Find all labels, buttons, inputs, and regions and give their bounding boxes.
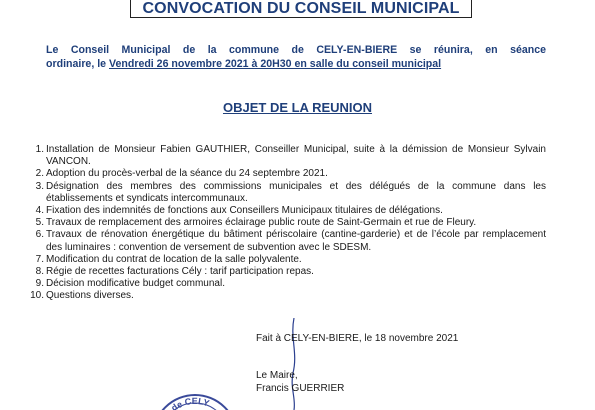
svg-text:de CELY xyxy=(169,396,210,410)
meeting-date-place: Vendredi 26 novembre 2021 à 20H30 en salle du conseil municipal xyxy=(109,57,442,70)
agenda-item-number: 5. xyxy=(35,217,44,229)
agenda-item xyxy=(26,144,546,168)
agenda-item-text: Questions diverses. xyxy=(46,290,134,302)
agenda-item-number: 4. xyxy=(35,205,44,217)
agenda-item xyxy=(26,290,546,302)
agenda-item-number: 3. xyxy=(35,180,44,192)
agenda-item-text: Travaux de remplacement des armoires éclairage public route de Saint-Germain et rue de Fleury. xyxy=(46,217,477,229)
agenda-item-text: Installation de Monsieur Fabien GAUTHIER, Conseiller Municipal, suite à la démission de Monsieur Sylvain VANCON. xyxy=(46,144,546,168)
agenda-item-text: Fixation des indemnités de fonctions aux Conseillers Municipaux titulaires de délégations. xyxy=(46,205,443,217)
section-title-text: OBJET DE LA REUNION xyxy=(222,100,373,115)
agenda-item-number: 2. xyxy=(35,168,44,180)
agenda-item xyxy=(26,205,546,217)
agenda-item-number: 9. xyxy=(35,278,44,290)
intro-paragraph xyxy=(46,44,546,71)
agenda-item-number: 7. xyxy=(35,253,44,265)
agenda-item xyxy=(26,217,546,229)
agenda-item xyxy=(26,254,546,266)
agenda-item xyxy=(26,278,546,290)
agenda-item xyxy=(26,181,546,205)
seal-text: de CELY xyxy=(169,395,211,410)
agenda-item-text: Adoption du procès-verbal de la séance du 24 septembre 2021. xyxy=(46,168,328,180)
mairie-seal-stamp xyxy=(150,392,240,410)
section-title xyxy=(0,100,595,115)
agenda-item-number: 6. xyxy=(35,229,44,241)
intro-line-2-prefix: ordinaire, le xyxy=(46,57,109,70)
intro-line-2 xyxy=(46,58,546,72)
agenda-item-text: Travaux de rénovation énergétique du bâtiment périscolaire (cantine-garderie) et de l’école par remplacement des luminaires : convention de versement de subvention avec le SDESM. xyxy=(46,229,546,253)
agenda-item-number: 1. xyxy=(35,144,44,155)
intro-line-1: Le Conseil Municipal de la commune de CELY-EN-BIERE se réunira, en séance xyxy=(46,44,546,56)
signatory-name: Francis GUERRIER xyxy=(256,382,345,394)
agenda-item-number: 8. xyxy=(35,266,44,278)
signatory-role: Le Maire, xyxy=(256,370,298,381)
agenda-item-text: Désignation des membres des commissions municipales et des délégués de la commune dans les établissements et syndicats intercommunaux. xyxy=(46,180,546,204)
agenda-item xyxy=(26,266,546,278)
signature-place-date: Fait à CELY-EN-BIERE, le 18 novembre 2021 xyxy=(256,333,459,344)
agenda-item xyxy=(26,168,546,180)
agenda-item-text: Régie de recettes facturations Cély : tarif participation repas. xyxy=(46,266,314,278)
agenda-list xyxy=(26,144,546,303)
agenda-item-number: 10. xyxy=(30,290,44,302)
document-title: CONVOCATION DU CONSEIL MUNICIPAL xyxy=(142,0,460,17)
agenda-item xyxy=(26,229,546,253)
signature-scribble xyxy=(284,318,314,410)
signature-block xyxy=(256,370,344,395)
agenda-item-text: Modification du contrat de location de la salle polyvalente. xyxy=(46,253,302,265)
agenda-item-text: Décision modificative budget communal. xyxy=(46,278,225,290)
